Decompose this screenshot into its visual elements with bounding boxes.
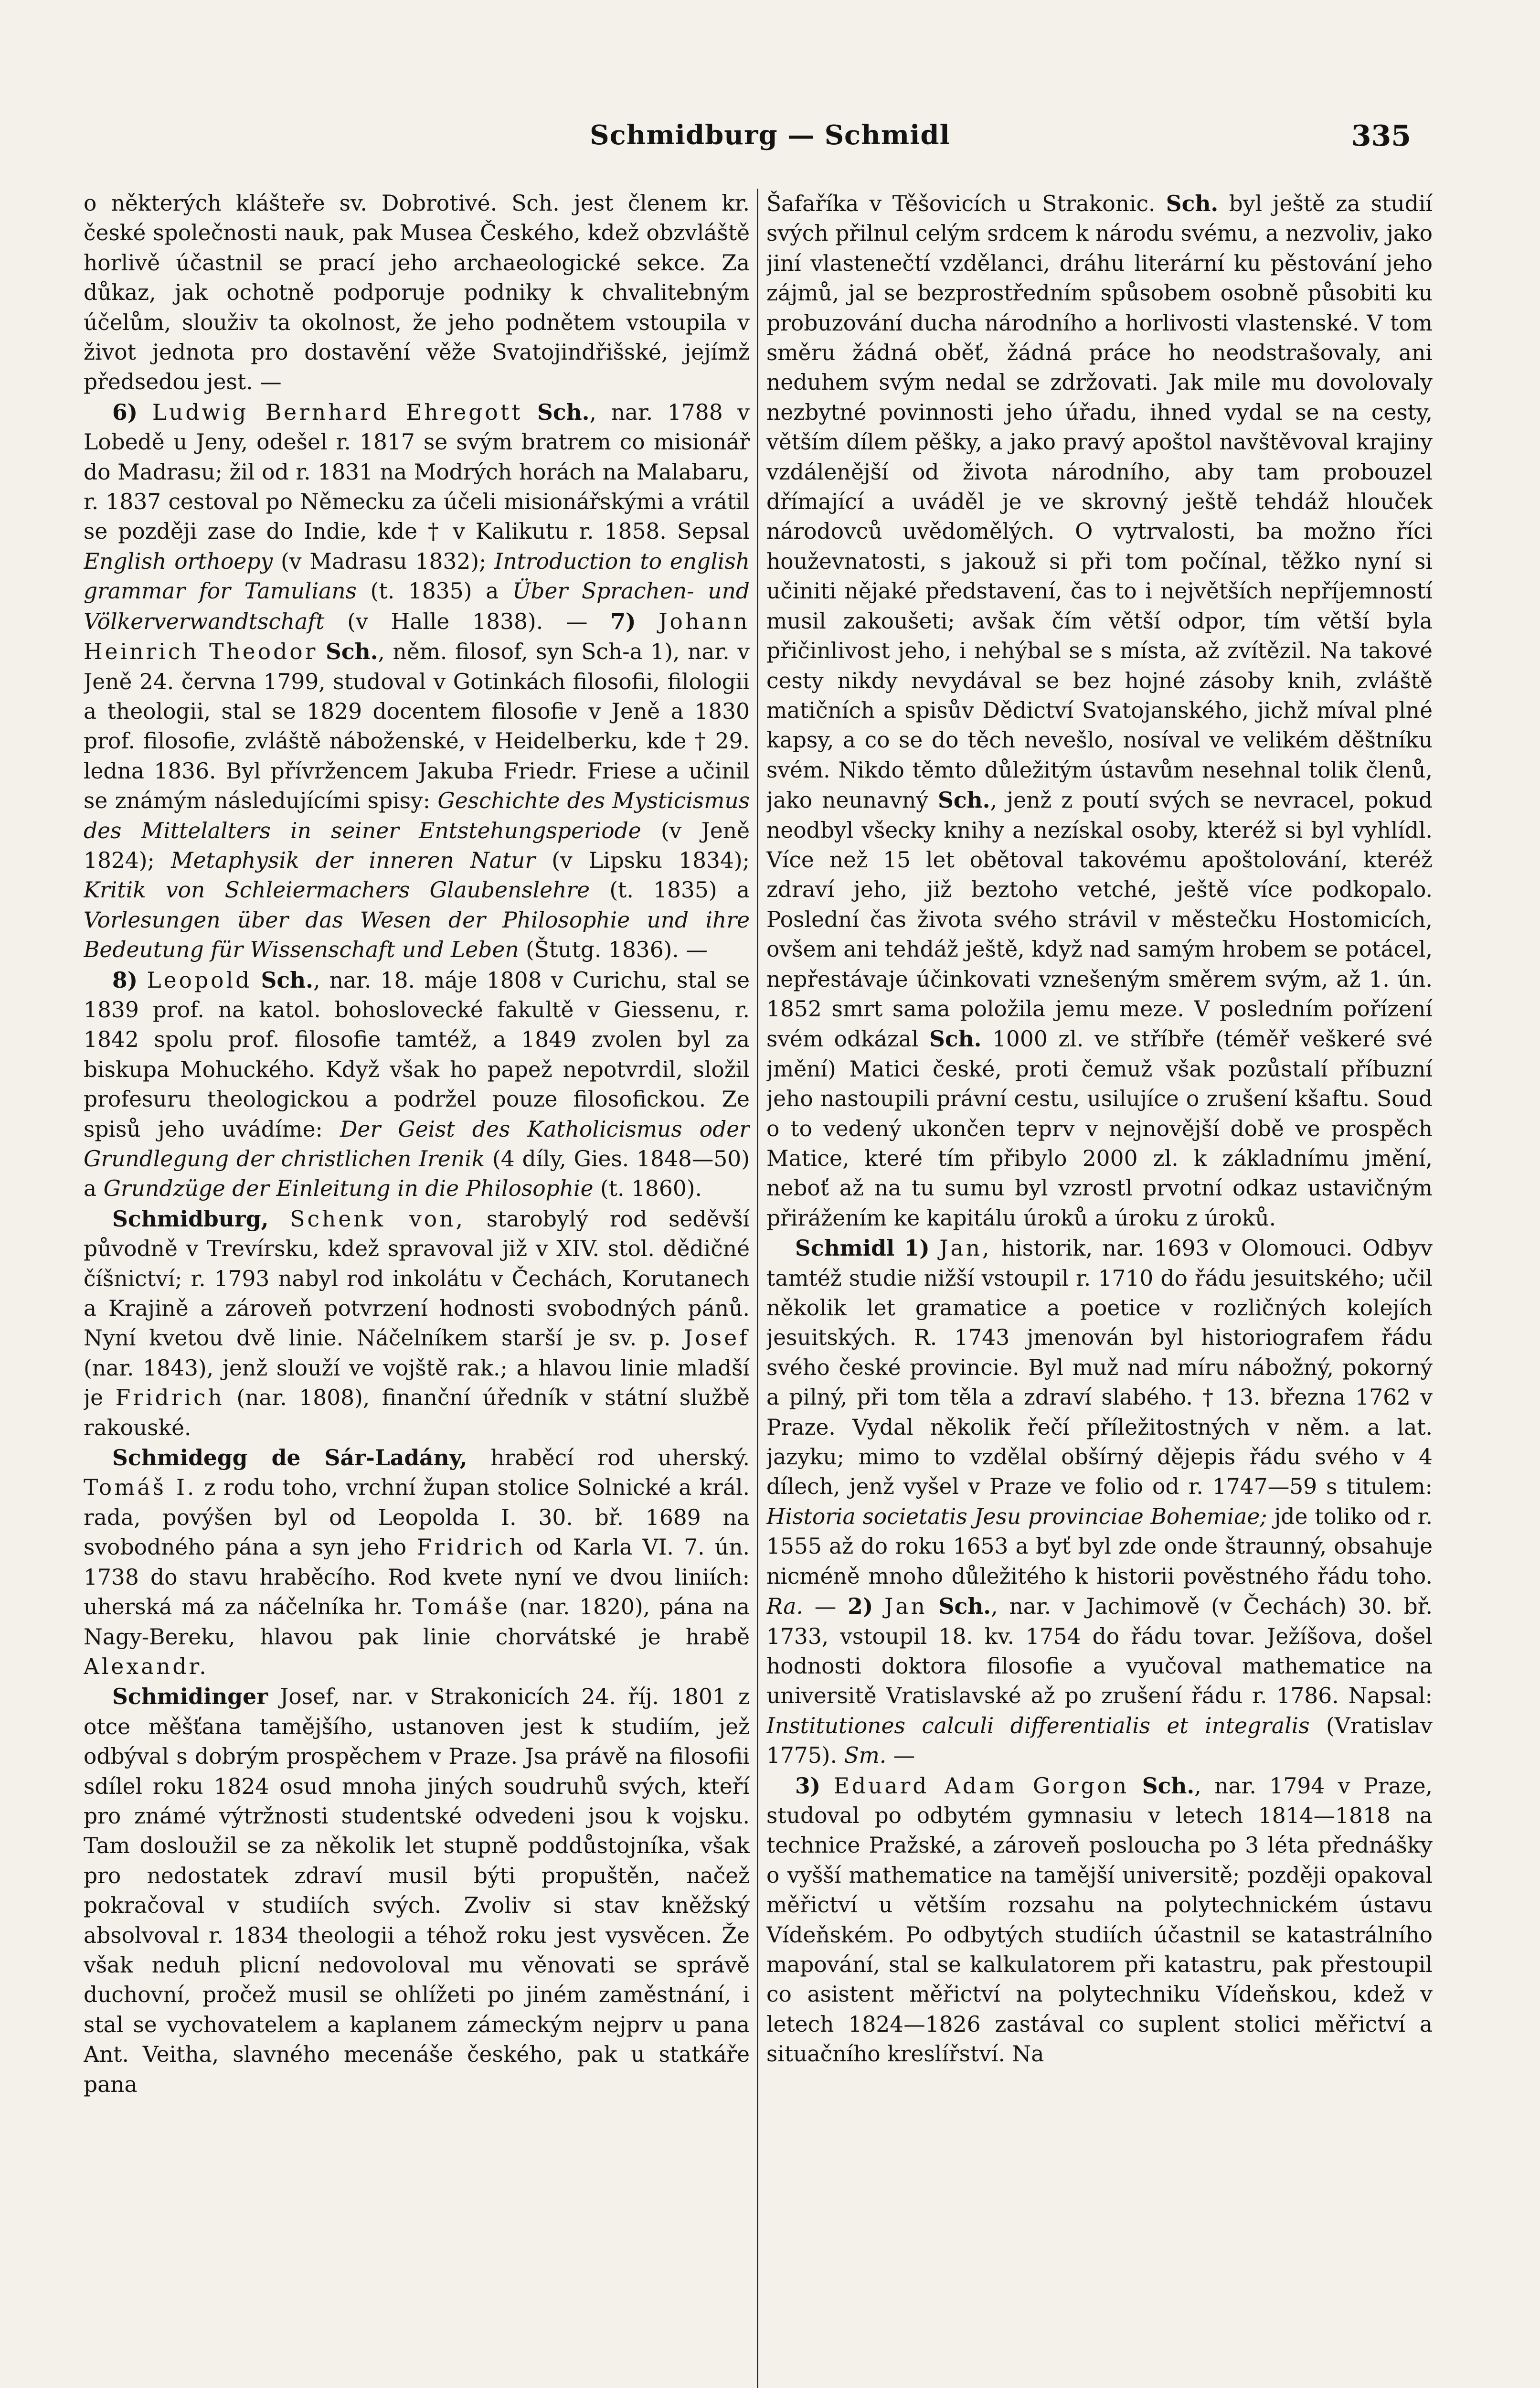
entry-continuation: o některých klášteře sv. Dobrotivé. Sch. jest členem kr. české společnosti nauk, pak Musea Českého, kdež obzvláště horlivě účastnil se prací jeho archaeologické sekce. Za důkaz, jak ochotně podporuje podniky k chvalitebným účelům, slouživ ta okolnost, že jeho podnětem vstoupila v život jednota pro dostavění věže Svatojindřišské, jejímž předsedou jest. — — [84, 191, 750, 395]
left-column — [84, 189, 750, 2388]
entry-schmidl-jan-historik: Schmidl 1) Jan, historik, nar. 1693 v Olomouci. Odbyv tamtéž studie nižší vstoupil r. 1710 do řádu jesuitského; učil několik let gramatice a poetice v rozličných kolejích jesuitských. R. 1743 jmenován byl historiografem řádu svého české provincie. Byl muž nad míru nábožný, pokorný a pilný, při tom těla a zdraví slabého. † 13. března 1762 v Praze. Vydal několik řečí příležitostných v něm. a lat. jazyku; mimo to vzdělal obšírný dějepis řádu svého v 4 dílech, jenž vyšel v Praze ve folio od r. 1747—59 s titulem: Historia societatis Jesu provinciae Bohemiae; jde toliko od r. 1555 až do roku 1653 a byť byl zde onde štraunný, obsahuje nicméně mnoho důležitého k historii pověstného řádu toho. Ra. — 2) Jan Sch., nar. v Jachimově (v Čechách) 30. bř. 1733, vstoupil 18. kv. 1754 do řádu tovar. Ježíšova, došel hodnosti doktora filosofie a vyučoval mathematice na universitě Vratislavské až po zrušení řádu r. 1786. Napsal: Institutiones calculi differentialis et integralis (Vratislav 1775). Sm. — — [766, 1235, 1433, 1769]
entry-eduard-adam-gorgon: 3) Eduard Adam Gorgon Sch., nar. 1794 v Praze, studoval po odbytém gymnasiu v letech 1814—1818 na technice Pražské, a zároveň posloucha po 3 léta přednášky o vyšší mathematice na tamější universitě; později opakoval měřictví u větším rozsahu na polytechnickém ústavu Vídeňském. Po odbytých studiích účastnil se katastrálního mapování, stal se kalkulatorem při katastru, pak přestoupil co asistent měřictví na polytechniku Vídeňskou, kdež v letech 1824—1826 zastával co suplent stolici měřictví a situačního kreslířství. Na — [766, 1772, 1433, 2067]
running-head — [0, 119, 1540, 162]
entry-leopold: 8) Leopold Sch., nar. 18. máje 1808 v Curichu, stal se 1839 prof. na katol. bohoslovecké fakultě v Giessenu, r. 1842 spolu prof. filosofie tamtéž, a 1849 zvolen byl za biskupa Mohuckého. Když však ho papež nepotvrdil, složil profesuru theologickou a podržel pouze filosofickou. Ze spisů jeho uvádíme: Der Geist des Katholicismus oder Grundlegung der christlichen Irenik (4 díly, Gies. 1848—50) a Grundzüge der Einleitung in die Philosophie (t. 1860). — [84, 967, 750, 1202]
entry-schmidinger: Schmidinger Josef, nar. v Strakonicích 24. říj. 1801 z otce měšťana tamějšího, ustanoven jest k studiím, jež odbýval s dobrým prospěchem v Praze. Jsa právě na filosofii sdílel roku 1824 osud mnoha jiných soudruhů svých, kteří pro známé výtržnosti studentské odvedeni jsou k vojsku. Tam dosloužil se za několik let stupně poddůstojníka, však pro nedostatek zdraví musil býti propuštěn, načež pokračoval v studiích svých. Zvoliv si stav kněžský absolvoval r. 1834 theologii a téhož roku jest vysvěcen. Že však neduh plicní nedovoloval mu věnovati se správě duchovní, pročež musil se ohlížeti po jiném zaměstnání, i stal se vychovatelem a kaplanem zámeckým nejprv u pana Ant. Veitha, slavného mecenáše českého, pak u statkáře pana — [84, 1684, 750, 2097]
entry-ludwig-bernhard: 6) Ludwig Bernhard Ehregott Sch., nar. 1788 v Lobedě u Jeny, odešel r. 1817 se svým bratrem co misionář do Madrasu; žil od r. 1831 na Modrých horách na Malabaru, r. 1837 cestoval po Německu za účeli misionářskými a vrátil se později zase do Indie, kde † v Kalikutu r. 1858. Sepsal English orthoepy (v Madrasu 1832); Introduction to english grammar for Tamulians (t. 1835) a Über Sprachen- und Völkerverwandtschaft (v Halle 1838). — 7) Johann Heinrich Theodor Sch., něm. filosof, syn Sch-a 1), nar. v Jeně 24. června 1799, studoval v Gotinkách filosofii, filologii a theologii, stal se 1829 docentem filosofie v Jeně a 1830 prof. filosofie, zvláště náboženské, v Heidelberku, kde † 29. ledna 1836. Byl přívržencem Jakuba Friedr. Friese a učinil se známým následujícími spisy: Geschichte des Mysticismus des Mittelalters in seiner Entstehungsperiode (v Jeně 1824); Metaphysik der inneren Natur (v Lipsku 1834); Kritik von Schleiermachers Glaubenslehre (t. 1835) a Vorlesungen über das Wesen der Philosophie und ihre Bedeutung für Wissenschaft und Leben (Štutg. 1836). — — [84, 399, 750, 963]
right-column — [766, 189, 1433, 2388]
page-title: Schmidburg — Schmidl — [590, 119, 950, 151]
page-number: 335 — [1351, 119, 1411, 153]
entry-continuation-schmidinger: Šafaříka v Těšovicích u Strakonic. Sch. byl ještě za studií svých přilnul celým srdcem k národu svému, a nezvoliv, jako jiní vlastenečtí vzdělanci, dráhu literární ku pěstování jeho zájmů, jal se bezprostředním spůsobem osobně působiti ku probuzování ducha národního a horlivosti vlastenské. V tom směru žádná oběť, žádná práce ho neodstrašovaly, ani neduhem svým nedal se zdržovati. Jak mile mu dovolovaly nezbytné povinnosti jeho úřadu, ihned vydal se na cesty, větším dílem pěšky, a jako pravý apoštol navštěvoval krajiny vzdálenější od života národního, aby tam probouzel dřímající a uváděl je ve skrovný ještě tehdáž hlouček národovců uvědomělých. O vytrvalosti, ba možno říci houževnatosti, s jakouž si při tom počínal, těžko nyní si učiniti nějaké představení, čas to i největších nepříjemností musil zakoušeti; avšak čím větší odpor, tím větší byla přičinlivost jeho, i nehýbal se s místa, až zvítězil. Na takové cesty nikdy nevydával se bez hojné zásoby knih, zvláště matičních a spisův Dědictví Svatojanského, jichž míval plné kapsy, a co se do těch nevešlo, nosíval ve velikém děštníku svém. Nikdo těmto důležitým ústavům nesehnal tolik členů, jako neunavný Sch., jenž z poutí svých se nevracel, pokud neodbyl všecky knihy a nezískal osoby, kteréž si byl vyhlídl. Více než 15 let obětoval takovému apoštolování, kteréž zdraví jeho, již beztoho vetché, ještě více podkopalo. Poslední čas života svého strávil v městečku Hostomicích, ovšem ani tehdáž ještě, když nad samým hrobem se potácel, nepřestávaje účinkovati vznešeným směrem svým, až 1. ún. 1852 smrt sama položila jemu meze. V posledním pořízení svém odkázal Sch. 1000 zl. ve stříbře (téměř veškeré své jmění) Matici české, proti čemuž však pozůstalí příbuzní jeho nastoupili právní cestu, usilujíce o zrušení kšaftu. Soud o to vedený ukončen teprv v nejnovější době ve prospěch Matice, které tím přibylo 2000 zl. k základnímu jmění, neboť až na tu sumu byl vzrostl prvotní odkaz ustavičným přirážením ke kapitálu úroků a úroku z úroků. — [766, 191, 1433, 1231]
column-divider — [757, 189, 758, 2388]
entry-schmidegg: Schmidegg de Sár-Ladány, hraběcí rod uherský. Tomáš I. z rodu toho, vrchní župan stolice Solnické a král. rada, povýšen byl od Leopolda I. 30. bř. 1689 na svobodného pána a syn jeho Fridrich od Karla VI. 7. ún. 1738 do stavu hraběcího. Rod kvete nyní ve dvou liniích: uherská má za náčelníka hr. Tomáše (nar. 1820), pána na Nagy-Bereku, hlavou pak linie chorvátské je hrabě Alexandr. — [84, 1445, 750, 1679]
entry-schmidburg: Schmidburg, Schenk von, starobylý rod seděvší původně v Trevírsku, kdež spravoval již v XIV. stol. dědičné číšnictví; r. 1793 nabyl rod inkolátu v Čechách, Korutanech a Krajině a zároveň potvrzení hodnosti svobodných pánů. Nyní kvetou dvě linie. Náčelníkem starší je sv. p. Josef (nar. 1843), jenž slouží ve vojště rak.; a hlavou linie mladší je Fridrich (nar. 1808), finanční úředník v státní službě rakouské. — [84, 1205, 750, 1440]
